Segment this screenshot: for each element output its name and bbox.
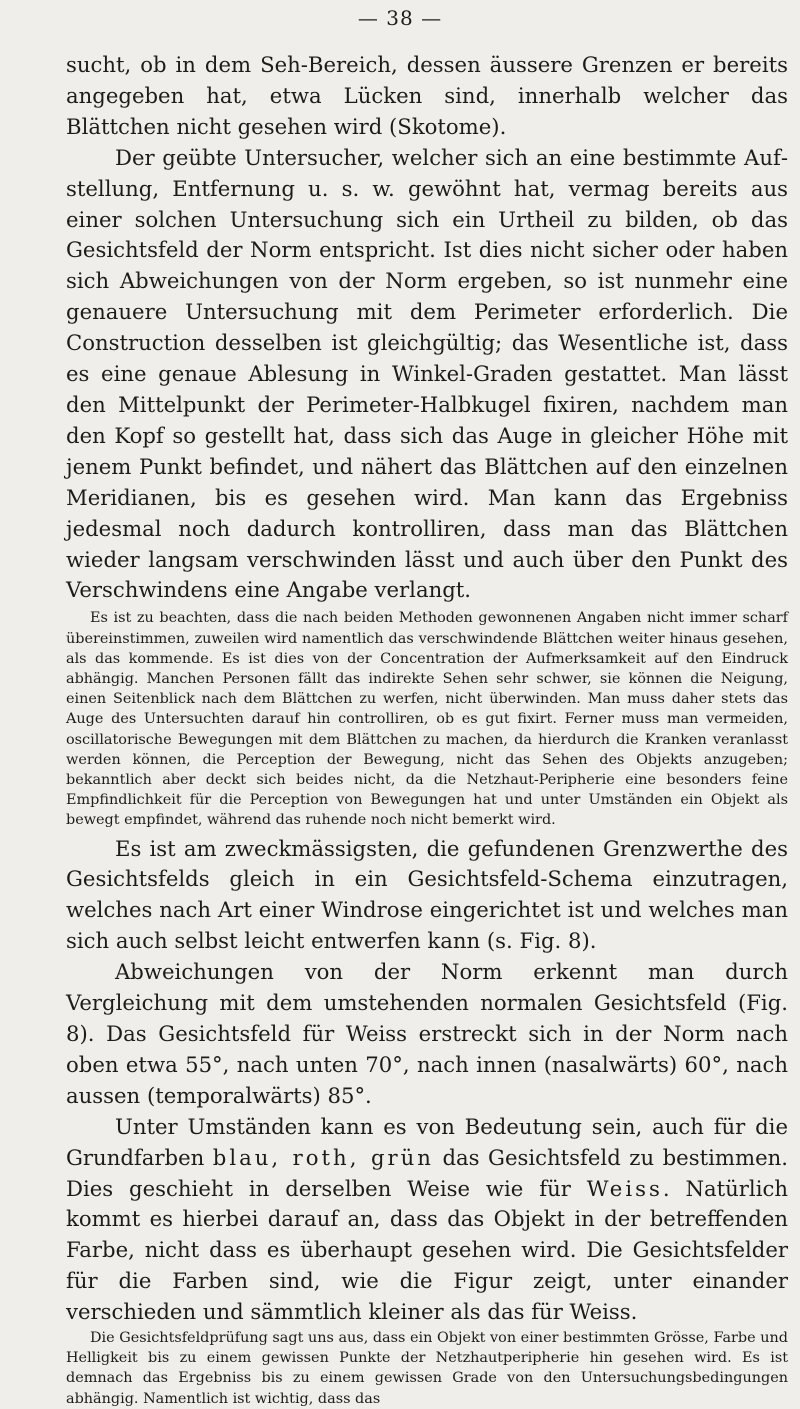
colours-emphasis-white: Weiss [586, 1175, 663, 1201]
note-field-test: Die Gesichtsfeldprüfung sagt uns aus, dass ein Objekt von einer bestimmten Grösse, Farbe und Helligkeit bis zu einem gewissen Punkte der Netzhautperipherie hin gesehen wird. Es ist demnach das Ergebniss bis zu einem gewissen Grade von den Untersuchungsbedingungen abhängig. Namentlich ist wichtig, dass das [66, 1330, 788, 1407]
page-number: — 38 — [357, 6, 443, 30]
note-methods: Es ist zu beachten, dass die nach beiden Methoden gewonnenen Angaben nicht immer scharf übereinstimmen, zuweilen wird namentlich das verschwindende Blättchen weiter hinaus gesehen, als das kommende. Es ist dies von der Concentration der Aufmerksamkeit auf den Eindruck abhängig. Manchen Personen fällt das indirekte Sehen sehr schwer, sie können die Neigung, einen Seitenblick nach dem Blättchen zu werfen, nicht überwinden. Man muss daher stets das Auge des Untersuchten darauf hin controlliren, ob es gut fixirt. Ferner muss man vermeiden, oscillatorische Bewegungen mit dem Blättchen zu machen, da hierdurch die Kranken veranlasst werden können, die Perception der Bewegung, nicht das Sehen des Objekts anzugeben; bekanntlich aber deckt sich beides nicht, da die Netzhaut-Peripherie eine besonders feine Empfindlichkeit für die Perception von Bewegungen hat und unter Umständen ein Objekt als bewegt empfindet, während das ruhende noch nicht bemerkt wird. [66, 610, 788, 829]
colours-text-3: . Natürlich kommt es hierbei darauf an, dass das Objekt in der betreffenden Farbe, nicht dass es überhaupt gesehen wird. Die Gesichtsfelder für die Farben sind, wie die Figur zeigt, unter einander verschieden und sämmtlich kleiner als das für Weiss. [66, 1175, 788, 1325]
colours-emphasis-names: blau, roth, grün [212, 1144, 434, 1170]
paragraph-colours [66, 1112, 788, 1328]
paragraph-deviations: Abweichungen von der Norm erkennt man durch Vergleichung mit dem umstehenden normalen Gesichtsfeld (Fig. 8). Das Gesichtsfeld für Weiss erstreckt sich in der Norm nach oben etwa 55°, nach unten 70°, nach innen (nasalwärts) 60°, nach aussen (temporalwärts) 85°. [66, 959, 788, 1108]
page-body [66, 50, 788, 1409]
colours-text-1: Unter Umständen kann es von Bedeutung sein, auch für die Grundfarben [66, 1113, 788, 1170]
paragraph-perimeter: Der geübte Untersucher, welcher sich an eine bestimmte Aufstellung, Entfernung u. s. w. gewöhnt hat, vermag bereits aus einer solchen Untersuchung sich ein Urtheil zu bilden, ob das Gesichtsfeld der Norm entspricht. Ist dies nicht sicher oder haben sich Abweichungen von der Norm ergeben, so ist nunmehr eine genauere Untersuchung mit dem Perimeter erforderlich. Die Construction desselben ist gleichgültig; das Wesentliche ist, dass es eine genaue Ablesung in Winkel-Graden gestattet. Man lässt den Mittelpunkt der Perimeter-Halbkugel fixiren, nachdem man den Kopf so gestellt hat, dass sich das Auge in gleicher Höhe mit jenem Punkt befindet, und nähert das Blättchen auf den einzelnen Meridianen, bis es gesehen wird. Man kann das Ergebniss jedesmal noch dadurch kontrolliren, dass man das Blättchen wieder langsam verschwinden lässt und auch über den Punkt des Verschwindens eine Angabe verlangt. [66, 144, 788, 603]
paragraph-continuation: sucht, ob in dem Seh-Bereich, dessen äussere Grenzen er bereits angegeben hat, etwa Lücken sind, innerhalb welcher das Blättchen nicht gesehen wird (Skotome). [66, 52, 788, 139]
colours-text-2: das Gesichtsfeld zu bestimmen. Dies geschieht in derselben Weise wie für [66, 1144, 788, 1201]
paragraph-schema: Es ist am zweckmässigsten, die gefundenen Grenzwerthe des Gesichtsfelds gleich in ein Gesichtsfeld-Schema einzutragen, welches nach Art einer Windrose eingerichtet ist und welches man sich auch selbst leicht entwerfen kann (s. Fig. 8). [66, 835, 788, 954]
